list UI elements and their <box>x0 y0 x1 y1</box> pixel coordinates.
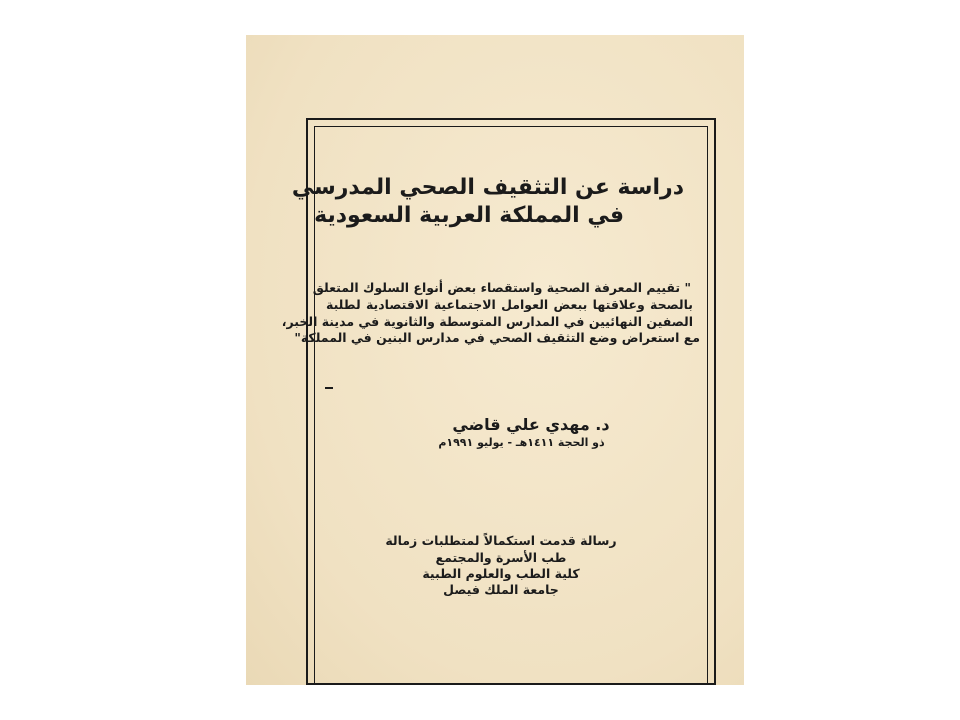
subtitle-line-2: بالصحة وعلاقتها ببعض العوامل الاجتماعية الاقتصادية لطلبة <box>326 297 693 312</box>
document-page <box>246 35 744 685</box>
subtitle-line-3: الصفين النهائيين في المدارس المتوسطة والثانوية في مدينة الخبر، <box>281 314 693 329</box>
title-line-2: في المملكة العربية السعودية <box>314 203 624 228</box>
footer-line-1: رسالة قدمت استكمالاً لمتطلبات زمالة <box>385 533 617 548</box>
author-name: د. مهدي علي قاضي <box>452 415 610 434</box>
title-line-1: دراسة عن التثقيف الصحي المدرسي <box>291 175 684 200</box>
footer-line-2: طب الأسرة والمجتمع <box>435 550 567 565</box>
footer-line-4: جامعة الملك فيصل <box>443 582 559 597</box>
author-date: ذو الحجة ١٤١١هـ - يوليو ١٩٩١م <box>438 436 605 449</box>
subtitle-line-1: " تقييم المعرفة الصحية واستقصاء بعض أنواع السلوك المتعلق <box>312 280 691 295</box>
subtitle-line-4: مع استعراض وضع التثقيف الصحي في مدارس البنين في المملكة" <box>294 330 700 345</box>
separator-dash <box>325 387 333 389</box>
footer-line-3: كلية الطب والعلوم الطبية <box>422 566 580 581</box>
